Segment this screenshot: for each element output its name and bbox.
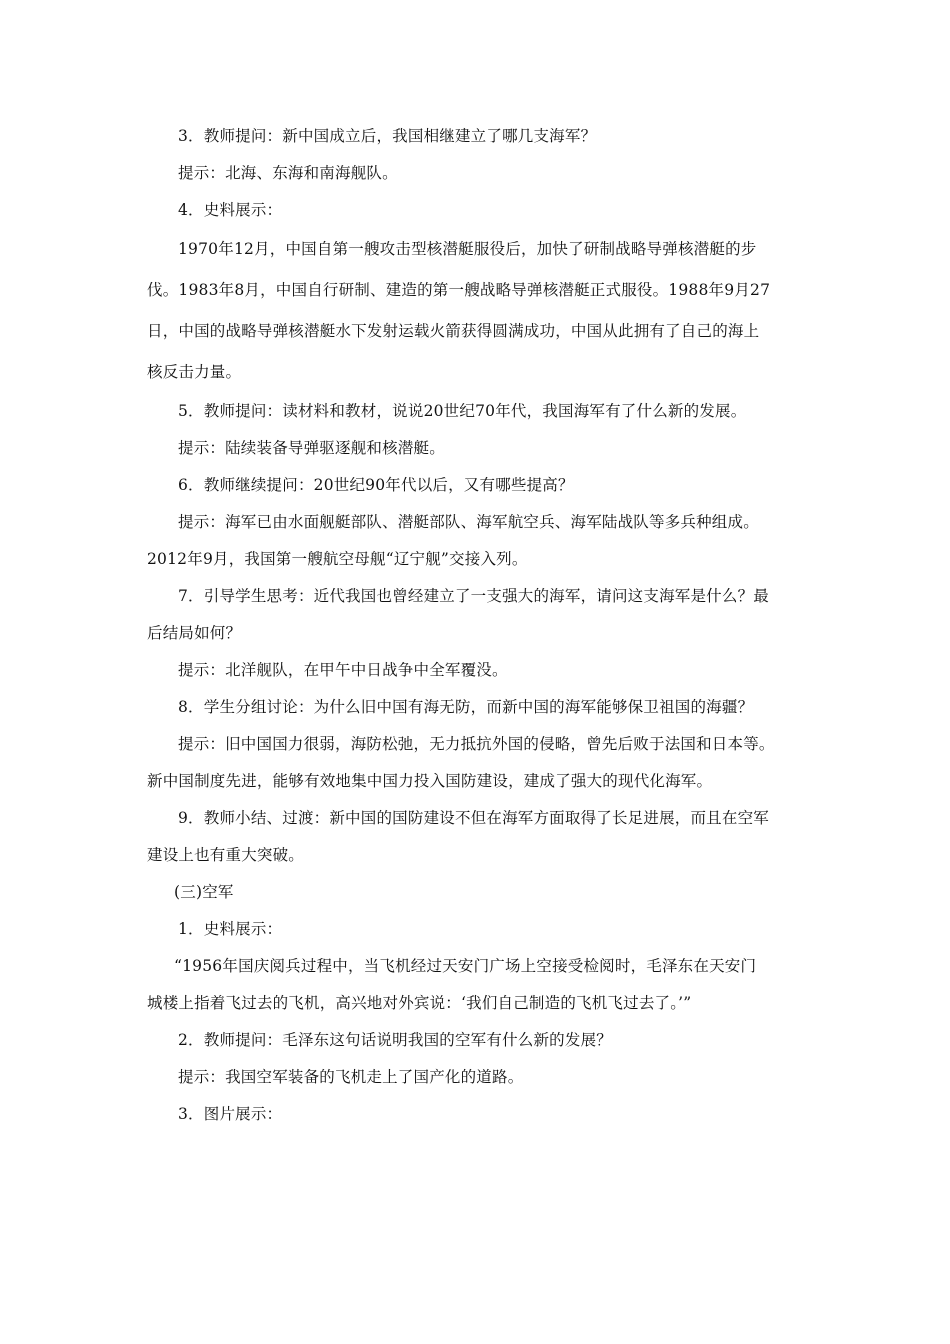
paragraph-line: 6．教师继续提问：20世纪90年代以后，又有哪些提高？ — [178, 476, 574, 494]
paragraph-line: 2．教师提问：毛泽东这句话说明我国的空军有什么新的发展？ — [178, 1031, 612, 1049]
document-body — [147, 118, 812, 1133]
paragraph-line: “1956年国庆阅兵过程中，当飞机经过天安门广场上空接受检阅时，毛泽东在天安门 — [174, 957, 757, 975]
paragraph-line: 新中国制度先进，能够有效地集中国力投入国防建设，建成了强大的现代化海军。 — [147, 772, 713, 790]
paragraph-line: 提示：海军已由水面舰艇部队、潜艇部队、海军航空兵、海军陆战队等多兵种组成。 — [178, 513, 759, 531]
paragraph-line: 核反击力量。 — [147, 363, 242, 381]
paragraph-line: 2012年9月，我国第一艘航空母舰“辽宁舰”交接入列。 — [147, 550, 528, 568]
paragraph-line: 1970年12月，中国自第一艘攻击型核潜艇服役后，加快了研制战略导弹核潜艇的步 — [178, 240, 757, 258]
paragraph-line: 日，中国的战略导弹核潜艇水下发射运载火箭获得圆满成功，中国从此拥有了自己的海上 — [147, 322, 760, 340]
paragraph-line: 3．图片展示： — [178, 1105, 283, 1123]
paragraph-line: 1．史料展示： — [178, 920, 283, 938]
paragraph-line: 提示：陆续装备导弹驱逐舰和核潜艇。 — [178, 439, 445, 457]
section-heading: (三)空军 — [174, 883, 234, 901]
paragraph-line: 4．史料展示： — [178, 201, 283, 219]
paragraph-line: 8．学生分组讨论：为什么旧中国有海无防，而新中国的海军能够保卫祖国的海疆？ — [178, 698, 754, 716]
paragraph-line: 3．教师提问：新中国成立后，我国相继建立了哪几支海军？ — [178, 127, 597, 145]
paragraph-line: 建设上也有重大突破。 — [147, 846, 305, 864]
paragraph-line: 提示：北洋舰队，在甲午中日战争中全军覆没。 — [178, 661, 508, 679]
paragraph-line: 5．教师提问：读材料和教材，说说20世纪70年代，我国海军有了什么新的发展。 — [178, 402, 747, 420]
paragraph-line: 提示：北海、东海和南海舰队。 — [178, 164, 398, 182]
paragraph-line: 9．教师小结、过渡：新中国的国防建设不但在海军方面取得了长足进展，而且在空军 — [178, 809, 769, 827]
paragraph-line: 7．引导学生思考：近代我国也曾经建立了一支强大的海军，请问这支海军是什么？最 — [178, 587, 769, 605]
paragraph-line: 伐。1983年8月，中国自行研制、建造的第一艘战略导弹核潜艇正式服役。1988年9月27 — [147, 281, 771, 299]
paragraph-line: 提示：旧中国国力很弱，海防松弛，无力抵抗外国的侵略，曾先后败于法国和日本等。 — [178, 735, 775, 753]
paragraph-line: 城楼上指着飞过去的飞机，高兴地对外宾说：‘我们自己制造的飞机飞过去了。’” — [147, 994, 692, 1012]
paragraph-line: 后结局如何？ — [147, 624, 242, 642]
paragraph-line: 提示：我国空军装备的飞机走上了国产化的道路。 — [178, 1068, 524, 1086]
